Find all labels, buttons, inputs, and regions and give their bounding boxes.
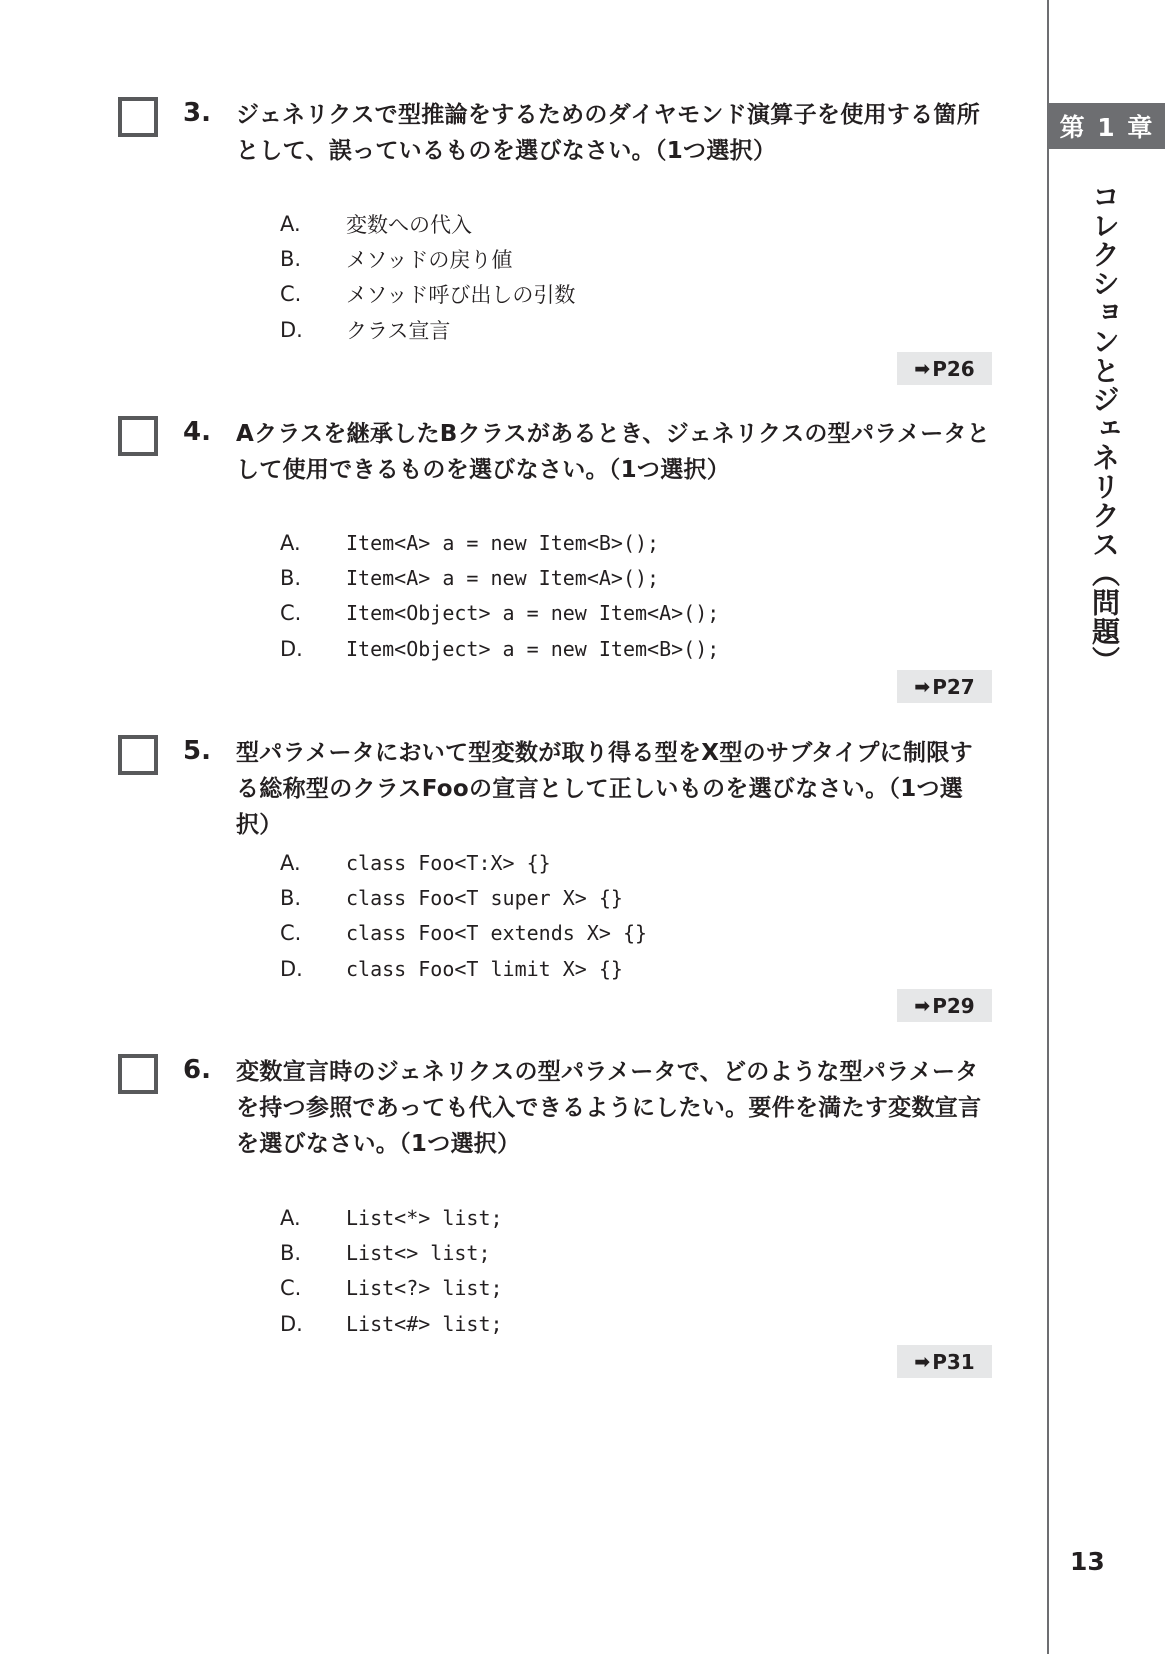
option-a xyxy=(280,206,980,241)
option-c xyxy=(280,277,980,312)
option-code: Item<A> a = new Item<B>(); xyxy=(346,530,660,555)
option-a xyxy=(280,525,980,560)
option-code: Item<A> a = new Item<A>(); xyxy=(346,565,660,590)
answer-page-reference[interactable] xyxy=(897,670,992,703)
option-letter: D. xyxy=(280,1311,303,1336)
question-checkbox[interactable] xyxy=(118,1054,158,1094)
option-code: List<?> list; xyxy=(346,1276,503,1301)
option-letter: A. xyxy=(280,530,301,555)
option-letter: C. xyxy=(280,282,302,307)
answer-page-reference[interactable] xyxy=(897,352,992,385)
option-d xyxy=(280,631,980,666)
question-text: 変数宣言時のジェネリクスの型パラメータで、どのような型パラメータを持つ参照であっても代入できるようにしたい。要件を満たす変数宣言を選びなさい。（1つ選択） xyxy=(236,1059,982,1157)
option-letter: A. xyxy=(280,850,301,875)
option-code: List<#> list; xyxy=(346,1311,503,1336)
option-letter: D. xyxy=(280,317,303,342)
option-c xyxy=(280,596,980,631)
option-letter: A. xyxy=(280,211,301,236)
option-code: class Foo<T limit X> {} xyxy=(346,956,623,981)
option-letter: D. xyxy=(280,636,303,661)
reference-page: P31 xyxy=(932,1349,975,1374)
arrow-right-icon: ➡ xyxy=(914,357,931,380)
option-letter: A. xyxy=(280,1205,301,1230)
option-c xyxy=(280,916,980,951)
chapter-title: コレクションとジェネリクス（問題） xyxy=(1088,182,1121,675)
option-b xyxy=(280,560,980,595)
arrow-right-icon: ➡ xyxy=(914,675,931,698)
option-list xyxy=(280,525,980,666)
option-b xyxy=(280,1235,980,1270)
option-code: Item<Object> a = new Item<B>(); xyxy=(346,636,720,661)
option-letter: D. xyxy=(280,956,303,981)
option-list xyxy=(280,845,980,986)
option-letter: C. xyxy=(280,921,302,946)
option-letter: B. xyxy=(280,1240,302,1265)
margin-divider xyxy=(1047,0,1049,1654)
option-code: Item<Object> a = new Item<A>(); xyxy=(346,601,720,626)
option-letter: C. xyxy=(280,601,302,626)
option-letter: B. xyxy=(280,565,302,590)
question-checkbox[interactable] xyxy=(118,416,158,456)
option-c xyxy=(280,1271,980,1306)
option-letter: C. xyxy=(280,1276,302,1301)
question-checkbox[interactable] xyxy=(118,735,158,775)
option-text: メソッド呼び出しの引数 xyxy=(346,283,576,308)
option-list xyxy=(280,206,980,347)
reference-page: P29 xyxy=(932,993,975,1018)
option-code: List<*> list; xyxy=(346,1205,503,1230)
option-text: クラス宣言 xyxy=(346,318,451,343)
question-number: 6. xyxy=(183,1055,211,1085)
question-text: Aクラスを継承したBクラスがあるとき、ジェネリクスの型パラメータとして使用できるものを選びなさい。（1つ選択） xyxy=(236,421,991,483)
question-text: 型パラメータにおいて型変数が取り得る型をX型のサブタイプに制限する総称型のクラスFooの宣言として正しいものを選びなさい。（1つ選択） xyxy=(236,740,973,838)
option-text: 変数への代入 xyxy=(346,212,472,237)
option-d xyxy=(280,312,980,347)
question-number: 5. xyxy=(183,736,211,766)
reference-page: P27 xyxy=(932,674,975,699)
page-number: 13 xyxy=(1070,1547,1105,1576)
question-number: 3. xyxy=(183,98,211,128)
option-code: List<> list; xyxy=(346,1240,491,1265)
option-a xyxy=(280,845,980,880)
option-code: class Foo<T extends X> {} xyxy=(346,921,648,946)
option-b xyxy=(280,880,980,915)
option-a xyxy=(280,1200,980,1235)
question-number: 4. xyxy=(183,417,211,447)
question-checkbox[interactable] xyxy=(118,97,158,137)
answer-page-reference[interactable] xyxy=(897,1345,992,1378)
option-list xyxy=(280,1200,980,1341)
chapter-tab: 第 1 章 xyxy=(1049,103,1165,149)
question-text: ジェネリクスで型推論をするためのダイヤモンド演算子を使用する箇所として、誤っているものを選びなさい。（1つ選択） xyxy=(236,102,980,164)
arrow-right-icon: ➡ xyxy=(914,1350,931,1373)
option-letter: B. xyxy=(280,885,302,910)
arrow-right-icon: ➡ xyxy=(914,994,931,1017)
option-d xyxy=(280,951,980,986)
option-letter: B. xyxy=(280,246,302,271)
option-d xyxy=(280,1306,980,1341)
option-b xyxy=(280,241,980,276)
option-code: class Foo<T super X> {} xyxy=(346,885,623,910)
option-code: class Foo<T:X> {} xyxy=(346,850,551,875)
reference-page: P26 xyxy=(932,356,975,381)
answer-page-reference[interactable] xyxy=(897,989,992,1022)
option-text: メソッドの戻り値 xyxy=(346,247,513,272)
